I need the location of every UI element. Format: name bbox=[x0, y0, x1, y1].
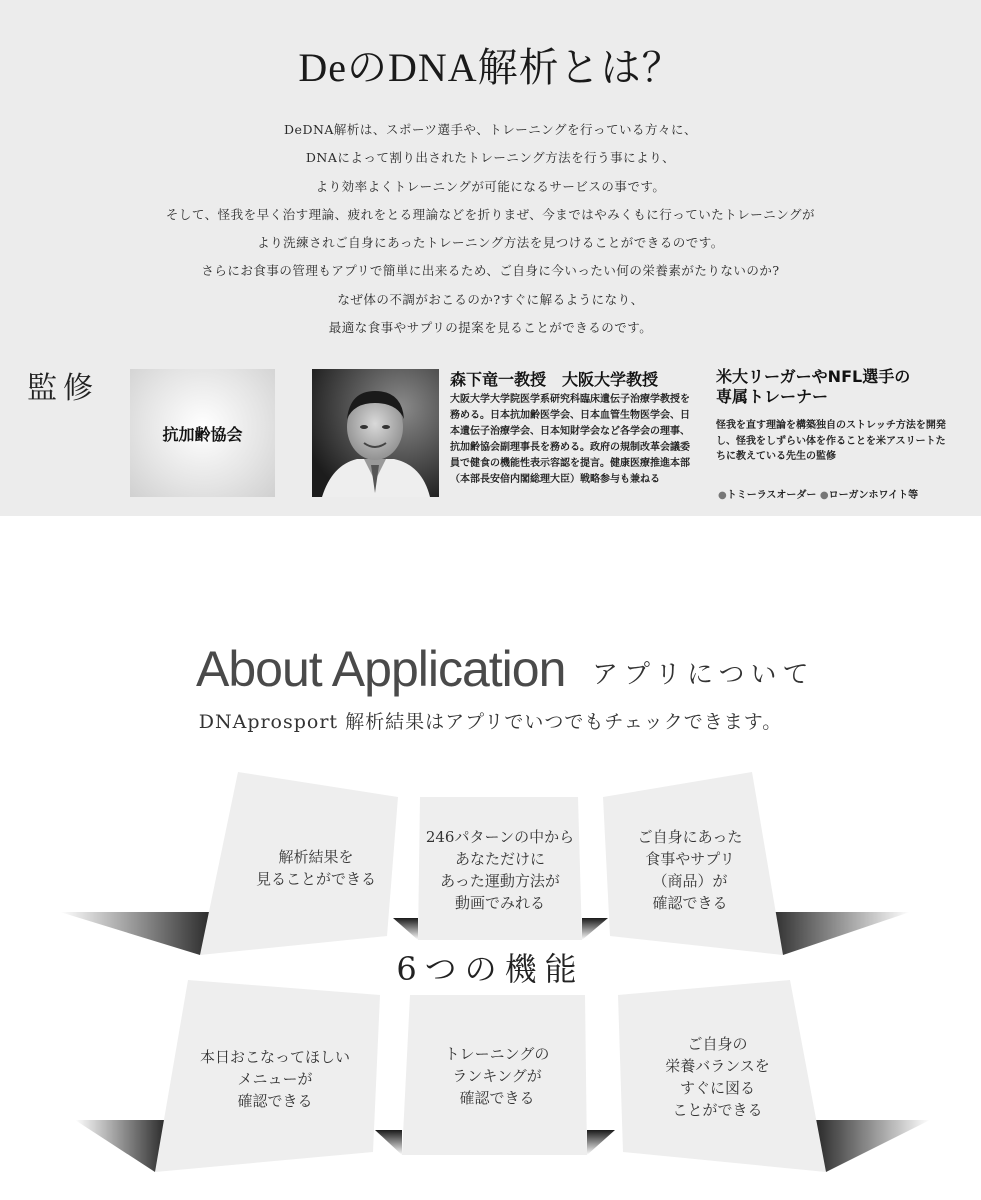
feature-5-text bbox=[412, 1043, 582, 1109]
trainer-title-line: 専属トレーナー bbox=[716, 387, 829, 406]
intro-line: DNAによって割り出されたトレーニング方法を行う事により、 bbox=[305, 150, 676, 166]
feature-line: 確認できる bbox=[652, 894, 728, 912]
feature-1-text bbox=[226, 846, 406, 890]
feature-line: ご自身にあった bbox=[637, 828, 743, 846]
about-title-en: About Application bbox=[196, 641, 566, 697]
feature-line: 栄養バランスを bbox=[665, 1057, 770, 1075]
feature-line: すぐに図る bbox=[679, 1079, 755, 1097]
intro-line: なぜ体の不調がおこるのか?すぐに解るようになり、 bbox=[337, 291, 644, 307]
feature-line: 確認できる bbox=[237, 1092, 313, 1110]
intro-line: より洗練されご自身にあったトレーニング方法を見つけることができるのです。 bbox=[257, 235, 724, 251]
panel-shadow bbox=[582, 918, 608, 940]
feature-line: あった運動方法が bbox=[440, 872, 560, 890]
feature-line: 246パターンの中から bbox=[425, 828, 575, 846]
feature-line: 動画でみれる bbox=[454, 894, 545, 912]
feature-line: あなただけに bbox=[454, 850, 545, 868]
intro-line: 最適な食事やサプリの提案を見ることができるのです。 bbox=[328, 320, 653, 336]
feature-6-text bbox=[630, 1033, 805, 1121]
feature-line: （商品）が bbox=[652, 872, 728, 890]
feature-line: ことができる bbox=[672, 1101, 763, 1119]
about-title-jp: アプリについて bbox=[592, 660, 815, 690]
panel-shadow bbox=[393, 918, 418, 940]
intro-line: そして、怪我を早く治す理論、疲れをとる理論などを折りまぜ、今まではやみくもに行っていたトレーニングが bbox=[165, 206, 816, 222]
intro-line: DeDNA解析は、スポーツ選手や、トレーニングを行っている方々に、 bbox=[284, 122, 697, 137]
panel-shadow bbox=[587, 1130, 615, 1155]
feature-line: ランキングが bbox=[452, 1067, 542, 1085]
professor-name: 森下竜一教授 大阪大学教授 bbox=[450, 370, 659, 389]
feature-line: 本日おこなってほしい bbox=[199, 1048, 350, 1066]
trainer-name: トミーラスオーダー bbox=[726, 490, 817, 501]
bullet-icon: ● bbox=[718, 490, 727, 501]
feature-line: ご自身の bbox=[687, 1035, 748, 1053]
feature-line: 見ることができる bbox=[255, 870, 376, 888]
professor-bio: 大阪大学大学院医学系研究科臨床遺伝子治療学教授を務める。日本抗加齢医学会、日本血管生物医学会、日本遺伝子治療学会、日本知財学会など各学会の理事、抗加齢協会副理事長を務める。政府の規制改革会議委員で健食の機能性表示容認を提言。健康医療推進本部（本部長安倍内閣総理大臣）戦略参与も兼ねる bbox=[450, 394, 690, 485]
feature-line: トレーニングの bbox=[444, 1045, 550, 1063]
bullet-icon: ● bbox=[819, 490, 829, 501]
feature-line: 確認できる bbox=[459, 1089, 535, 1107]
section-title: DeのDNA解析とは？ bbox=[298, 45, 683, 90]
intro-line: より効率よくトレーニングが可能になるサービスの事です。 bbox=[315, 178, 666, 194]
feature-2-text bbox=[420, 826, 580, 914]
intro-line: さらにお食事の管理もアプリで簡単に出来るため、ご自身に今いったい何の栄養素がたりないのか? bbox=[201, 263, 780, 279]
supervision-heading: 監修 bbox=[27, 371, 99, 406]
feature-line: メニューが bbox=[237, 1070, 313, 1088]
feature-4-text bbox=[180, 1046, 370, 1112]
trainer-description: 怪我を直す理論を構築独自のストレッチ方法を開発し、怪我をしずらい体を作ることを米アスリートたちに教えている先生の監修 bbox=[716, 420, 946, 462]
features-center-label: 6つの機能 bbox=[396, 950, 585, 988]
feature-line: 食事やサプリ bbox=[645, 850, 735, 868]
feature-line: 解析結果を bbox=[278, 848, 354, 866]
panel-shadow bbox=[375, 1130, 402, 1155]
trainer-name: ローガンホワイト等 bbox=[828, 490, 919, 501]
trainer-title-line: 米大リーガーやNFL選手の bbox=[716, 367, 911, 386]
about-subtitle: DNAprosport 解析結果はアプリでいつでもチェックできます。 bbox=[198, 711, 783, 733]
organization-name: 抗加齢協会 bbox=[162, 424, 243, 444]
feature-3-text bbox=[610, 826, 770, 914]
